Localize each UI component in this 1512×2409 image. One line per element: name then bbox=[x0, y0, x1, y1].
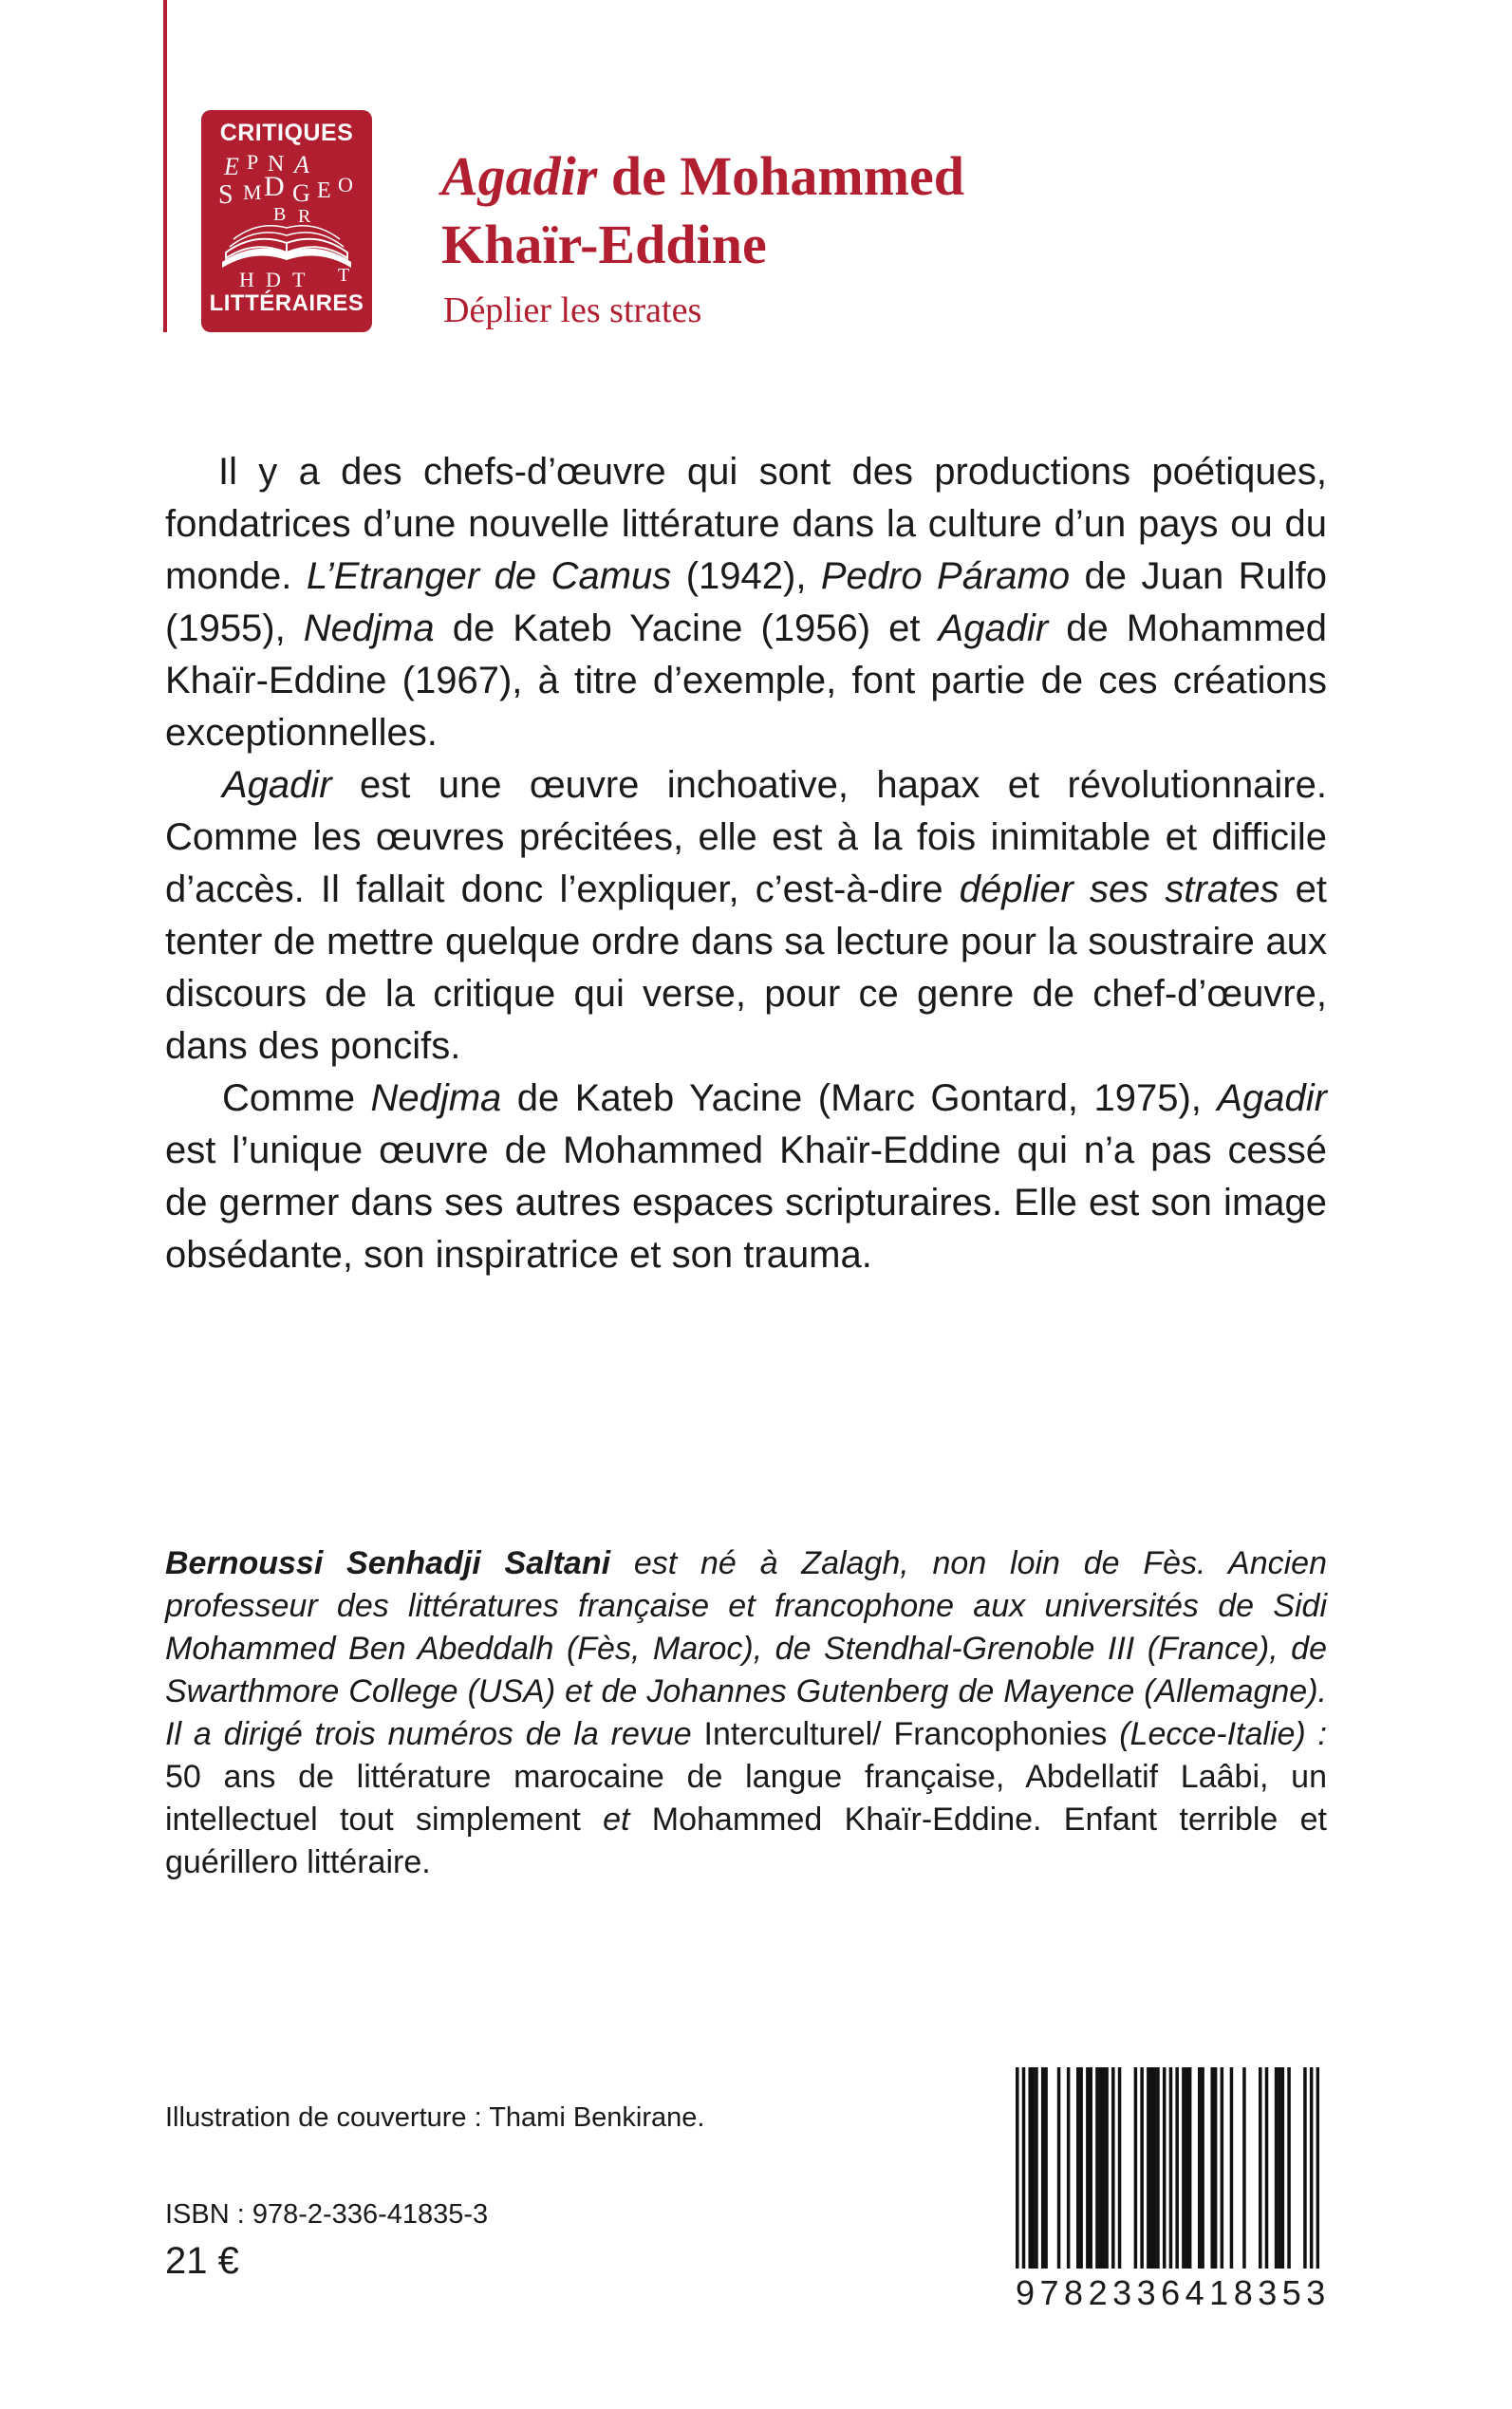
blurb-paragraph-1 bbox=[165, 446, 1327, 759]
blurb-p2-text-2: et tenter de mettre quelque ordre dans sa lecture pour la soustraire aux discours de la critique qui verse, pour ce genre de chef-d’œuvre, dans des poncifs. bbox=[165, 868, 1328, 1067]
svg-text:M: M bbox=[243, 180, 262, 204]
book-title bbox=[441, 142, 1106, 279]
blurb-p1-text-4: de Kateb Yacine (1956) et bbox=[434, 607, 939, 649]
barcode-bar bbox=[1111, 2067, 1115, 2269]
barcode-bar bbox=[1185, 2067, 1189, 2269]
barcode-bar bbox=[1275, 2067, 1279, 2269]
bio-text-2: (Lecce-Italie) : bbox=[1107, 1716, 1328, 1752]
blurb-p1-text-3: de Juan Rulfo (1955), bbox=[165, 555, 1328, 649]
barcode-bar bbox=[1188, 2067, 1192, 2269]
bio-upright-2: 50 ans de littérature marocaine de langue française, Abdellatif Laâbi, un intellectuel tout simplement bbox=[165, 1759, 1327, 1838]
barcode-bar bbox=[1182, 2067, 1185, 2269]
barcode-bar bbox=[1079, 2067, 1083, 2269]
blurb-p1-text-5: de Mohammed Khaïr-Eddine (1967), à titre d’exemple, font partie de ces créations exceptionnelles. bbox=[165, 607, 1327, 754]
blurb-p1-text-2: (1942), bbox=[671, 555, 821, 597]
barcode-bar bbox=[1149, 2067, 1153, 2269]
blurb-p1-italic-2: Pedro Páramo bbox=[820, 555, 1071, 597]
blurb-p3-text-2: de Kateb Yacine (Marc Gontard, 1975), bbox=[501, 1077, 1218, 1119]
barcode bbox=[1016, 2067, 1319, 2284]
svg-text:B: B bbox=[273, 204, 287, 225]
barcode-bar bbox=[1156, 2067, 1160, 2269]
barcode-bar bbox=[1303, 2067, 1307, 2269]
barcode-bar bbox=[1089, 2067, 1092, 2269]
barcode-bar bbox=[1057, 2067, 1061, 2269]
svg-text:E: E bbox=[317, 178, 331, 203]
barcode-bar bbox=[1086, 2067, 1090, 2269]
svg-text:D: D bbox=[264, 171, 285, 202]
barcode-bar bbox=[1099, 2067, 1103, 2269]
blurb-p1-text-1: Il y a des chefs-d’œuvre qui sont des productions poétiques, fondatrices d’une nouvelle littérature dans la culture d’un pays ou du monde. bbox=[165, 451, 1327, 597]
barcode-bar bbox=[1044, 2067, 1048, 2269]
barcode-bar bbox=[1214, 2067, 1218, 2269]
book-subtitle: Déplier les strates bbox=[443, 290, 702, 330]
barcode-bar bbox=[1265, 2067, 1269, 2269]
barcode-bar bbox=[1102, 2067, 1106, 2269]
barcode-bar bbox=[1210, 2067, 1214, 2269]
svg-text:T: T bbox=[292, 268, 306, 290]
barcode-bar bbox=[1242, 2067, 1246, 2269]
blurb-p1-italic-3: Nedjma bbox=[303, 607, 435, 649]
bio-upright-3: Mohammed Khaïr-Eddine. Enfant terrible et guérillero littéraire. bbox=[165, 1802, 1327, 1880]
illustration-credit: Illustration de couverture : Thami Benkirane. bbox=[165, 2102, 705, 2133]
author-bio bbox=[165, 1542, 1327, 1884]
blurb-p1-italic-1: L’Etranger de Camus bbox=[306, 555, 672, 597]
svg-text:N: N bbox=[268, 152, 285, 177]
blurb-paragraph-2 bbox=[165, 759, 1327, 1073]
barcode-bar bbox=[1032, 2067, 1036, 2269]
barcode-bar bbox=[1067, 2067, 1071, 2269]
logo-line-critiques: CRITIQUES bbox=[219, 120, 354, 146]
series-logo bbox=[201, 110, 372, 332]
blurb-p3-italic-2: Agadir bbox=[1217, 1077, 1327, 1119]
barcode-bar bbox=[1201, 2067, 1204, 2269]
bio-text-1: est né à Zalagh, non loin de Fès. Ancien professeur des littératures française et francophone aux universités de Sidi Mohammed Ben Abeddalh (Fès, Maroc), de Stendhal-Grenoble III (France), de Swarthmore College (USA) et de Johannes Gutenberg de Mayence (Allemagne). Il a dirigé trois numéros de la revue bbox=[165, 1545, 1327, 1752]
isbn: ISBN : 978-2-336-41835-3 bbox=[165, 2199, 489, 2230]
barcode-bar bbox=[1028, 2067, 1032, 2269]
svg-text:A: A bbox=[294, 151, 309, 178]
svg-text:T: T bbox=[338, 265, 350, 286]
barcode-bar bbox=[1041, 2067, 1045, 2269]
barcode-bar bbox=[1163, 2067, 1167, 2269]
svg-text:E: E bbox=[224, 153, 239, 180]
svg-text:D: D bbox=[266, 268, 281, 290]
barcode-bar bbox=[1278, 2067, 1281, 2269]
barcode-bar bbox=[1198, 2067, 1202, 2269]
blurb-p1-italic-4: Agadir bbox=[938, 607, 1049, 649]
blurb-p2-italic-1: Agadir bbox=[222, 764, 332, 806]
barcode-bar bbox=[1118, 2067, 1122, 2269]
blurb-p2-text-1: est une œuvre inchoative, hapax et révolutionnaire. Comme les œuvres précitées, elle est à la fois inimitable et difficile d’accès. Il fallait donc l’expliquer, c’est-à-dire bbox=[165, 764, 1327, 910]
blurb-p3-text-3: est l’unique œuvre de Mohammed Khaïr-Eddine qui n’a pas cessé de germer dans ses autres espaces scripturaires. Elle est son image obsédante, son inspiratrice et son trauma. bbox=[165, 1130, 1327, 1276]
barcode-bar bbox=[1105, 2067, 1109, 2269]
bio-text-3: et bbox=[580, 1802, 652, 1838]
price: 21 € bbox=[165, 2240, 239, 2282]
title-rest-line-1: de Mohammed bbox=[597, 145, 965, 207]
title-italic-agadir: Agadir bbox=[441, 145, 598, 207]
barcode-bar bbox=[1221, 2067, 1224, 2269]
svg-text:P: P bbox=[247, 150, 259, 174]
open-book-with-letters-icon bbox=[211, 148, 363, 290]
svg-text:R: R bbox=[298, 206, 311, 227]
barcode-bar bbox=[1259, 2067, 1262, 2269]
blurb bbox=[165, 446, 1327, 1281]
barcode-bar bbox=[1035, 2067, 1038, 2269]
red-vertical-rule bbox=[163, 0, 167, 332]
barcode-bar bbox=[1287, 2067, 1291, 2269]
title-line-1 bbox=[441, 142, 1106, 211]
blurb-p2-italic-2: déplier ses strates bbox=[959, 868, 1279, 910]
barcode-bar bbox=[1022, 2067, 1026, 2269]
logo-line-litteraires: LITTÉRAIRES bbox=[209, 290, 364, 316]
barcode-bar bbox=[1153, 2067, 1157, 2269]
barcode-bar bbox=[1140, 2067, 1144, 2269]
svg-text:G: G bbox=[292, 179, 310, 207]
barcode-bar bbox=[1281, 2067, 1285, 2269]
barcode-digits: 9782336418353 bbox=[1016, 2273, 1331, 2312]
barcode-bar bbox=[1169, 2067, 1173, 2269]
blurb-p3-text-1: Comme bbox=[222, 1077, 371, 1119]
title-line-2: Khaïr-Eddine bbox=[441, 214, 767, 275]
barcode-bar bbox=[1147, 2067, 1150, 2269]
blurb-p3-italic-1: Nedjma bbox=[370, 1077, 502, 1119]
barcode-bar bbox=[1016, 2067, 1019, 2269]
barcode-bar bbox=[1230, 2067, 1234, 2269]
author-name: Bernoussi Senhadji Saltani bbox=[165, 1545, 611, 1581]
svg-text:S: S bbox=[218, 180, 233, 210]
barcode-bar bbox=[1134, 2067, 1138, 2269]
barcode-bar bbox=[1076, 2067, 1080, 2269]
blurb-paragraph-3 bbox=[165, 1073, 1327, 1281]
svg-text:O: O bbox=[338, 173, 353, 196]
barcode-bar bbox=[1095, 2067, 1099, 2269]
svg-text:H: H bbox=[239, 268, 254, 290]
bio-upright-1: Interculturel/ Francophonies bbox=[703, 1716, 1108, 1752]
barcode-bar bbox=[1310, 2067, 1314, 2269]
barcode-bar bbox=[1175, 2067, 1179, 2269]
barcode-bar bbox=[1316, 2067, 1319, 2269]
